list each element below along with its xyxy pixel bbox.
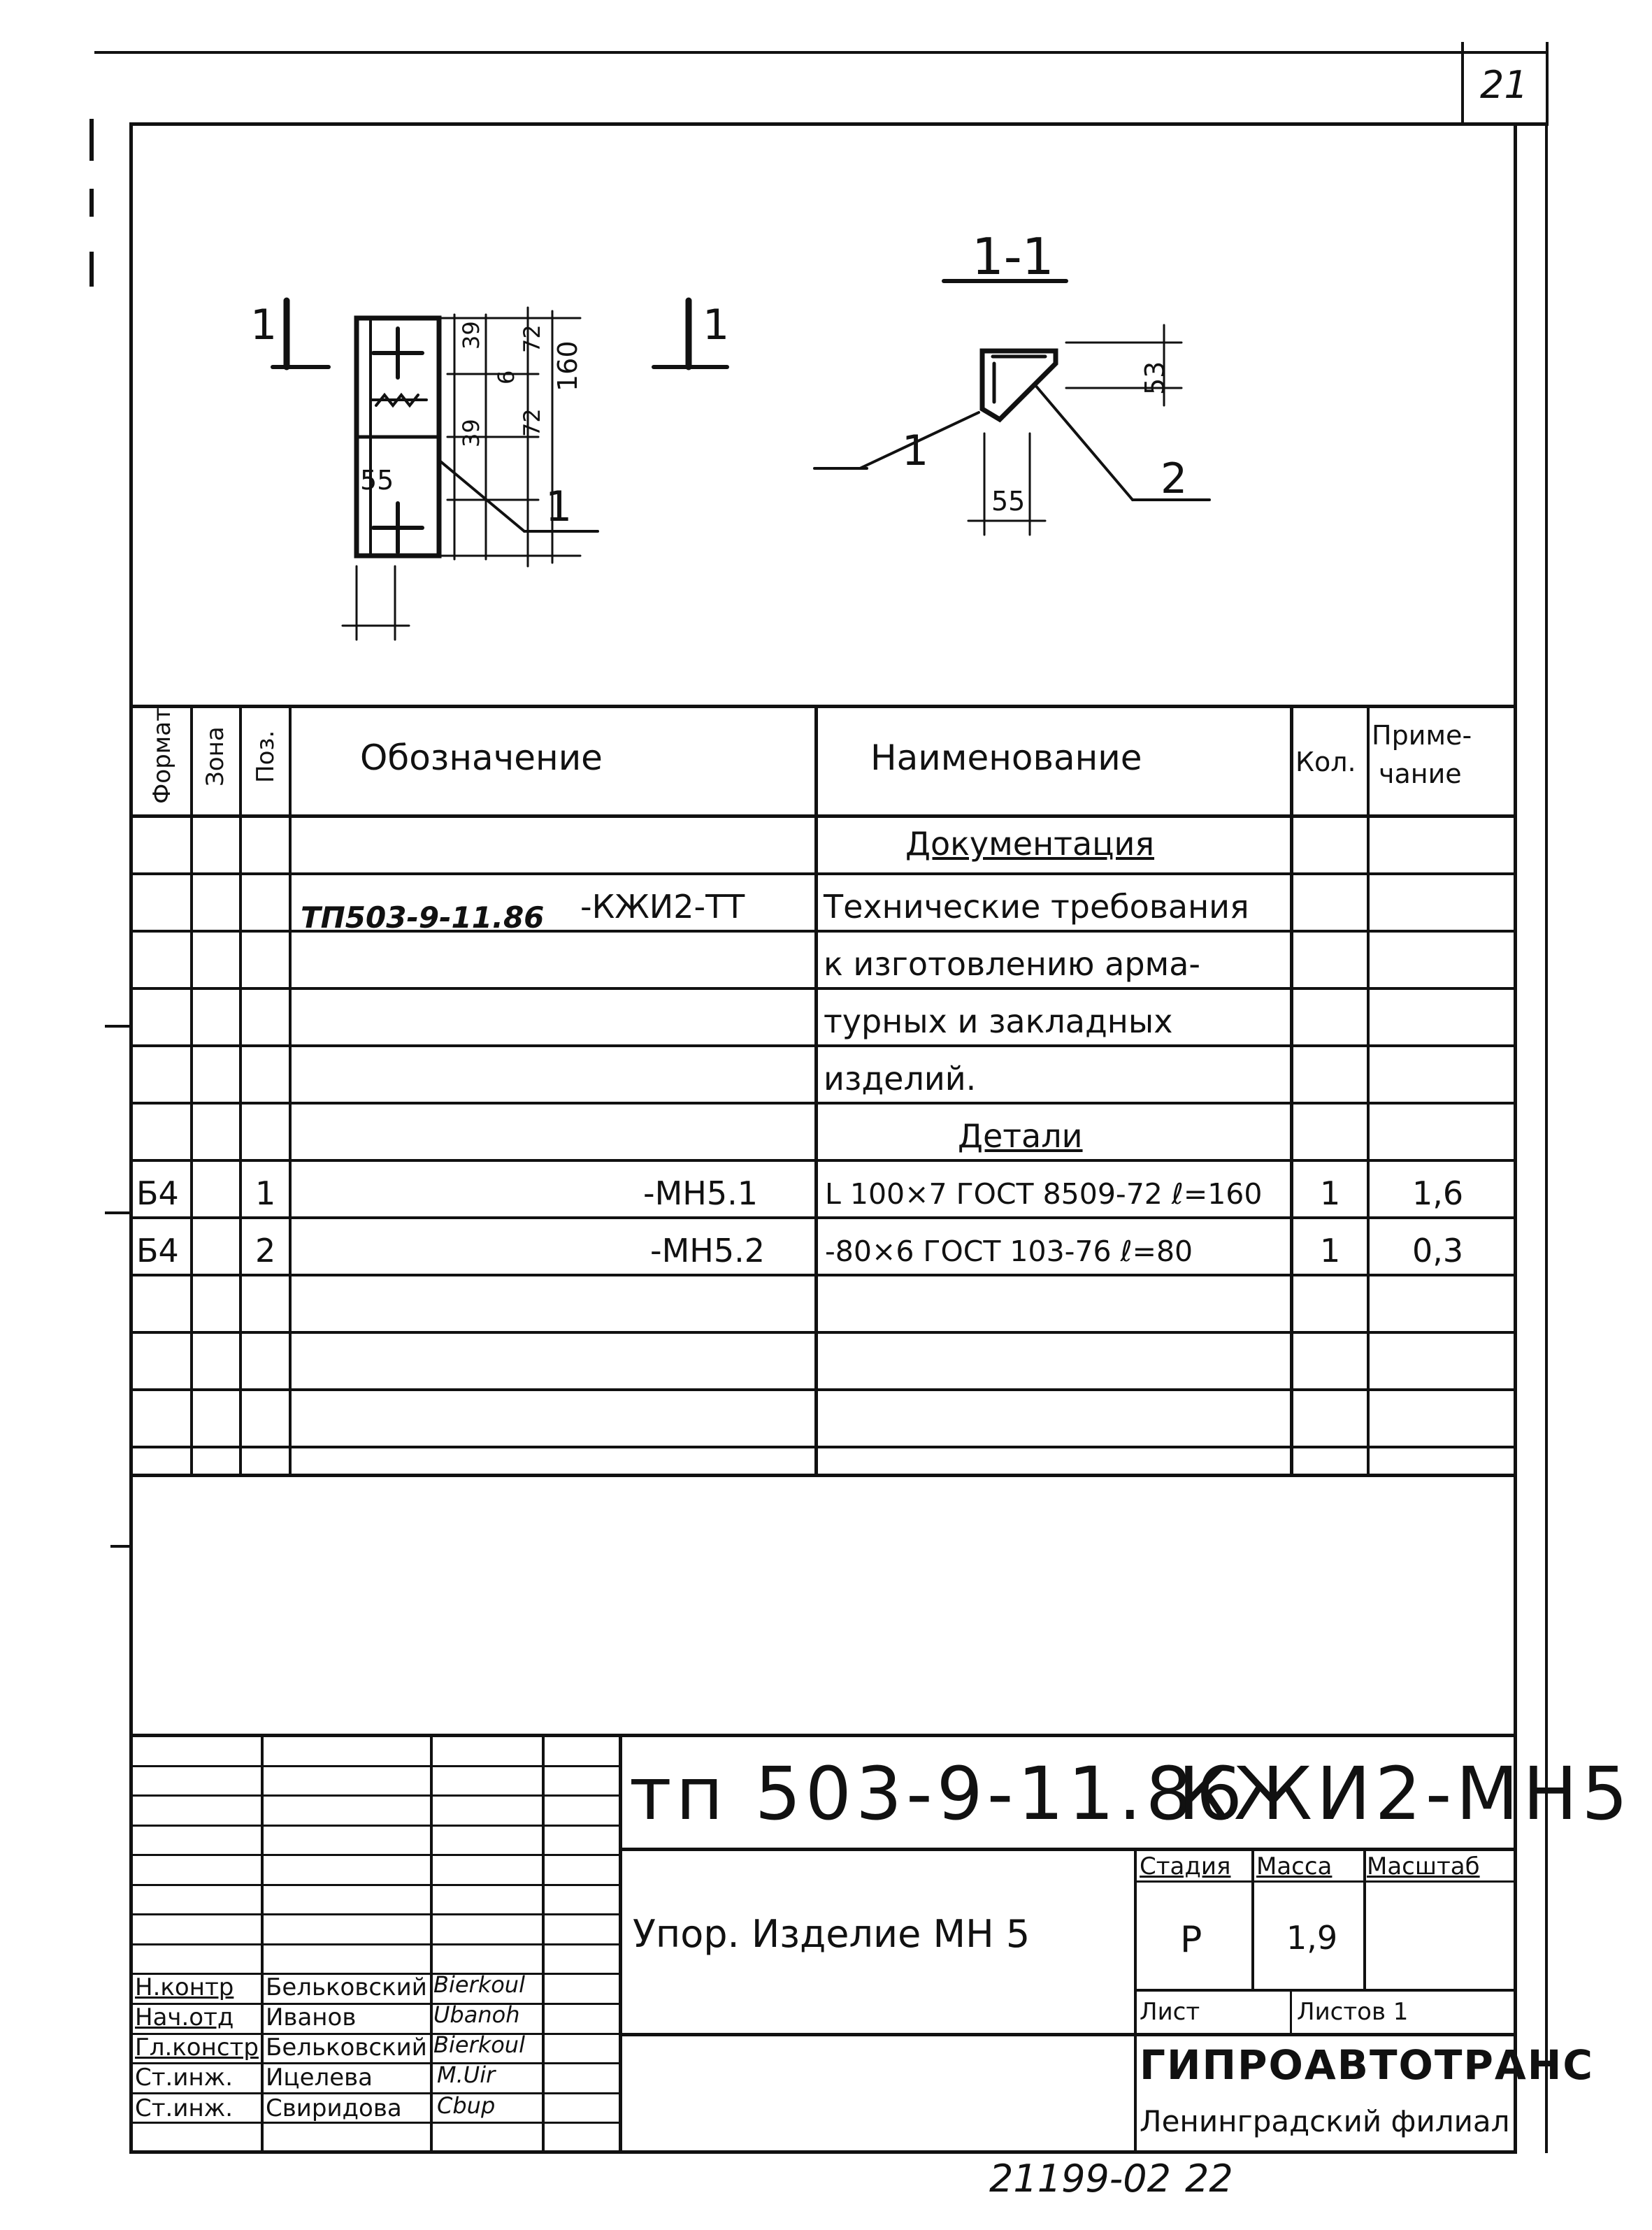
label-mass: Масса	[1256, 1853, 1333, 1880]
row-name: L 100×7 ГОСТ 8509-72 ℓ=160	[825, 1177, 1263, 1211]
sign-role: Гл.констр	[135, 2034, 259, 2062]
callout-left: 1	[545, 482, 573, 531]
section-heading-documentation: Документация	[905, 825, 1155, 863]
row-name: изделий.	[824, 1060, 977, 1098]
frame-right-outer	[1545, 122, 1548, 2153]
row-name: Технические требования	[824, 888, 1249, 926]
label-scale: Масштаб	[1367, 1853, 1480, 1880]
sign-name: Бельковский	[266, 1973, 427, 2001]
signature: Cbup	[437, 2092, 496, 2119]
dim-160: 160	[552, 340, 583, 391]
header-format: Формат	[148, 707, 176, 804]
title-product-name: Упор. Изделие МН 5	[633, 1912, 1030, 1956]
margin-mark	[105, 1211, 133, 1214]
label-stage: Стадия	[1140, 1853, 1231, 1880]
cut-label-right: 1	[703, 301, 730, 350]
sheet-number: 21	[1480, 63, 1528, 107]
label-sheets: Листов 1	[1297, 1998, 1409, 2026]
sign-role: Ст.инж.	[135, 2094, 234, 2122]
signature: Ubanoh	[433, 2001, 520, 2028]
table-bottom	[133, 1474, 1514, 1477]
signature: Bierkoul	[433, 2031, 525, 2058]
col-desig-name	[814, 705, 818, 1477]
cut-label-left: 1	[250, 301, 278, 350]
header-designation: Обозначение	[360, 738, 603, 778]
col-pos-desig	[289, 705, 292, 1477]
value-stage: Р	[1180, 1919, 1202, 1961]
row-designation: -МН5.2	[650, 1232, 766, 1269]
title-doc-mark: КЖИ2-МН5	[1178, 1751, 1632, 1836]
row-pos: 2	[255, 1232, 276, 1269]
sign-name: Бельковский	[266, 2034, 427, 2062]
row-note: 1,6	[1412, 1174, 1464, 1212]
row-designation: ТП503-9-11.86	[301, 900, 545, 935]
row-qty: 1	[1320, 1174, 1341, 1212]
row-name: -80×6 ГОСТ 103-76 ℓ=80	[825, 1235, 1193, 1268]
row-pos: 1	[255, 1174, 276, 1212]
header-note-2: чание	[1379, 758, 1462, 789]
section-title: 1-1	[972, 227, 1054, 286]
sign-role: Н.контр	[135, 1973, 234, 2001]
col-name-qty	[1290, 705, 1293, 1477]
signature: M.Uir	[437, 2062, 496, 2088]
signature: Bierkoul	[433, 1971, 525, 1998]
table-header-bottom	[133, 814, 1514, 818]
frame-right	[1514, 122, 1517, 2153]
archive-code: 21199-02	[989, 2157, 1171, 2201]
dim-55-section: 55	[991, 486, 1026, 517]
callout-section-2: 2	[1161, 454, 1188, 503]
row-note: 0,3	[1412, 1232, 1464, 1269]
table-top	[133, 705, 1514, 708]
dim-53: 53	[1140, 361, 1170, 395]
col-format-zone	[190, 705, 193, 1477]
row-qty: 1	[1320, 1232, 1341, 1269]
sign-name: Ицелева	[266, 2064, 373, 2092]
dim-72-bottom: 72	[519, 408, 545, 437]
row-format: Б4	[136, 1232, 179, 1269]
sign-role: Нач.отд	[135, 2004, 234, 2031]
dim-39-top: 39	[458, 321, 484, 350]
sheet-no-box-left	[1461, 42, 1464, 124]
sign-name: Иванов	[266, 2004, 357, 2031]
sign-name: Свиридова	[266, 2094, 402, 2122]
title-block-top	[133, 1734, 1514, 1737]
margin-mark	[110, 1545, 131, 1548]
header-zone: Зона	[201, 726, 229, 786]
margin-mark	[89, 252, 94, 287]
header-qty: Кол.	[1295, 747, 1356, 777]
header-name: Наименование	[870, 738, 1142, 778]
sheet-no-box-right	[1546, 42, 1549, 124]
header-note-1: Приме-	[1372, 720, 1472, 751]
dim-55-front: 55	[360, 465, 394, 496]
title-doc-code: тп 503-9-11.86	[629, 1751, 1247, 1836]
row-name: турных и закладных	[824, 1002, 1173, 1040]
frame-bottom	[129, 2150, 1517, 2154]
row-name: к изготовлению арма-	[824, 945, 1201, 983]
margin-mark	[105, 1025, 133, 1028]
col-qty-note	[1367, 705, 1370, 1477]
row-format: Б4	[136, 1174, 179, 1212]
dim-39-bottom: 39	[458, 419, 484, 447]
col-zone-pos	[239, 705, 242, 1477]
org-name: ГИПРОАВТОТРАНС	[1140, 2041, 1594, 2089]
callout-section-1: 1	[902, 426, 929, 475]
top-rule	[94, 51, 1549, 54]
dim-72-top: 72	[519, 324, 545, 353]
title-code-bottom	[619, 1848, 1514, 1851]
header-pos: Поз.	[252, 730, 280, 783]
org-branch: Ленинградский филиал	[1140, 2104, 1510, 2138]
row-designation: -МН5.1	[643, 1174, 759, 1212]
archive-page: 22	[1185, 2157, 1233, 2201]
row-designation-suffix: -КЖИ2-ТТ	[580, 888, 745, 926]
part-drawing	[133, 126, 1514, 706]
section-heading-details: Детали	[958, 1117, 1083, 1155]
dim-6: 6	[493, 370, 519, 384]
value-mass: 1,9	[1286, 1919, 1338, 1957]
margin-mark	[89, 119, 94, 161]
sign-role: Ст.инж.	[135, 2064, 234, 2092]
margin-mark	[89, 189, 94, 217]
label-sheet: Лист	[1140, 1998, 1200, 2026]
